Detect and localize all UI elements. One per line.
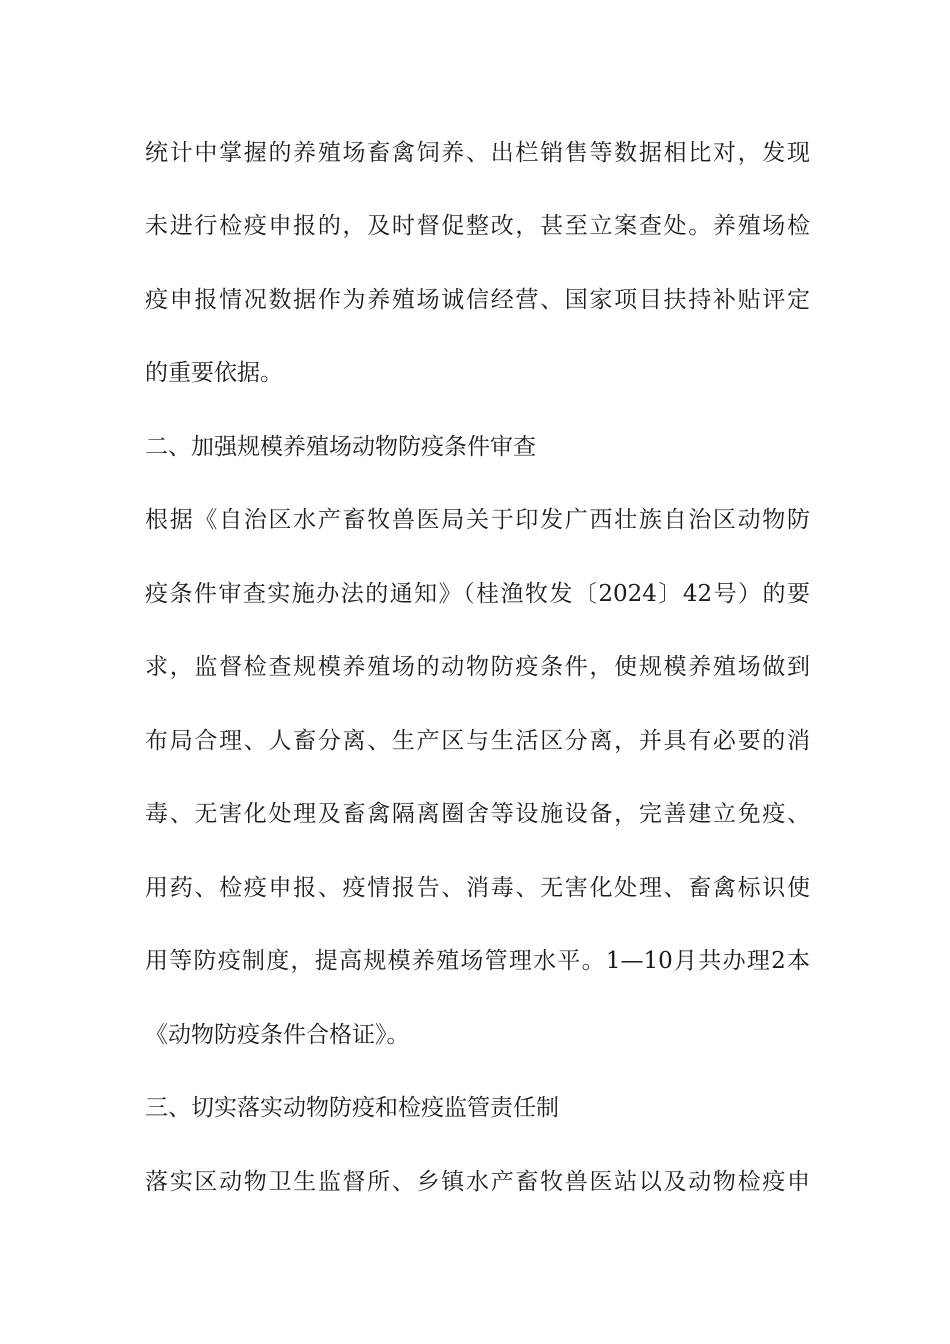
body-text-line: 的重要依据。 xyxy=(145,360,283,386)
body-text-line: 根据《自治区水产畜牧兽医局关于印发广西壮族自治区动物防 xyxy=(145,507,810,533)
section-heading: 二、加强规模养殖场动物防疫条件审查 xyxy=(145,434,536,460)
body-text-line: 求，监督检查规模养殖场的动物防疫条件，使规模养殖场做到 xyxy=(145,654,810,680)
body-text-line: 未进行检疫申报的，及时督促整改，甚至立案查处。养殖场检 xyxy=(145,213,810,239)
body-text-line: 落实区动物卫生监督所、乡镇水产畜牧兽医站以及动物检疫申 xyxy=(145,1169,810,1195)
body-text-line: 疫申报情况数据作为养殖场诚信经营、国家项目扶持补贴评定 xyxy=(145,287,810,313)
body-text-line: 《动物防疫条件合格证》。 xyxy=(145,1022,410,1048)
body-text-line: 用药、检疫申报、疫情报告、消毒、无害化处理、畜禽标识使 xyxy=(145,875,810,901)
body-text-line: 布局合理、人畜分离、生产区与生活区分离，并具有必要的消 xyxy=(145,728,810,754)
section-heading: 三、切实落实动物防疫和检疫监管责任制 xyxy=(145,1095,559,1121)
body-text-line: 毒、无害化处理及畜禽隔离圈舍等设施设备，完善建立免疫、 xyxy=(145,801,810,827)
body-text-line: 用等防疫制度，提高规模养殖场管理水平。1—10月共办理2本 xyxy=(145,948,810,974)
body-text-line: 疫条件审查实施办法的通知》（桂渔牧发〔2024〕42号）的要 xyxy=(145,581,810,607)
body-text-line: 统计中掌握的养殖场畜禽饲养、出栏销售等数据相比对，发现 xyxy=(145,140,810,166)
